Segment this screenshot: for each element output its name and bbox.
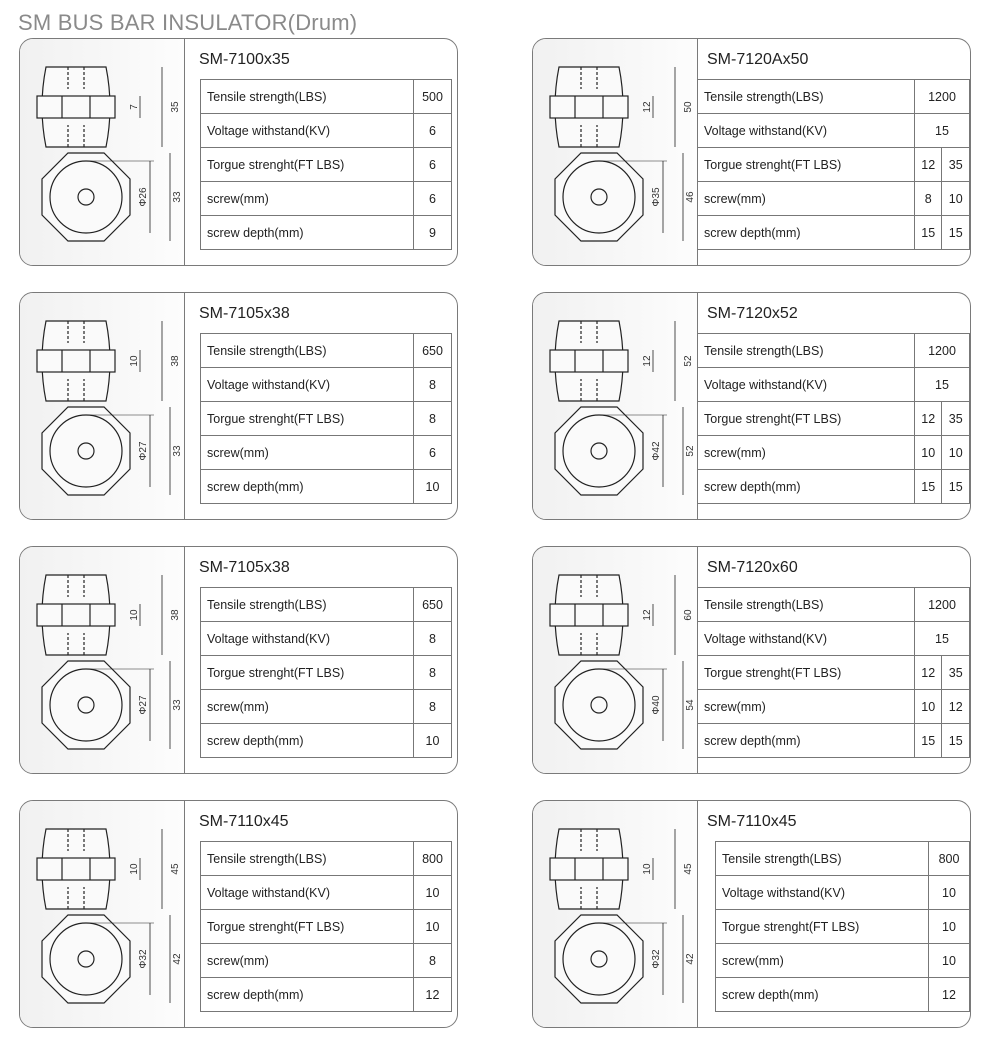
- top-view-body: [563, 415, 635, 487]
- table-row: [201, 910, 452, 944]
- spec-label: screw(mm): [201, 690, 414, 724]
- spec-value: 10: [929, 910, 970, 944]
- table-row: [698, 114, 970, 148]
- divider: [697, 801, 698, 1027]
- page-title: SM BUS BAR INSULATOR(Drum): [18, 10, 358, 35]
- top-view-body: [563, 923, 635, 995]
- diameter-dim-label: Φ42: [651, 441, 662, 461]
- spec-value: 12: [915, 656, 942, 690]
- height-dim-label: 38: [170, 609, 181, 621]
- band-dim-label: 10: [642, 863, 653, 875]
- width-dim-label: 42: [172, 953, 183, 965]
- product-card: [19, 800, 458, 1028]
- width-dim-label: 42: [685, 953, 696, 965]
- top-view-body: [563, 669, 635, 741]
- diagram-svg: [20, 39, 184, 265]
- diameter-dim-label: Φ27: [138, 695, 149, 715]
- top-view-body: [50, 161, 122, 233]
- spec-value: 10: [942, 436, 970, 470]
- divider: [184, 39, 185, 265]
- model-number: SM-7110x45: [707, 813, 797, 830]
- spec-label: Tensile strength(LBS): [716, 842, 929, 876]
- diagram-svg: [533, 293, 697, 519]
- spec-value: 8: [414, 622, 452, 656]
- insulator-drawing: [37, 321, 170, 495]
- spec-value: 35: [942, 402, 970, 436]
- band-dim-label: 10: [129, 863, 140, 875]
- spec-value: 15: [915, 216, 942, 250]
- table-row: [201, 978, 452, 1012]
- model-number: SM-7120x52: [707, 305, 798, 322]
- table-row: [201, 368, 452, 402]
- spec-value: 1200: [915, 588, 970, 622]
- spec-value: 35: [942, 656, 970, 690]
- divider: [184, 801, 185, 1027]
- spec-label: Tensile strength(LBS): [201, 334, 414, 368]
- model-number: SM-7105x38: [199, 559, 290, 576]
- spec-label: Torgue strenght(FT LBS): [201, 910, 414, 944]
- insulator-drawing: [37, 67, 170, 241]
- spec-value: 12: [414, 978, 452, 1012]
- dimension-diagram: [533, 293, 697, 519]
- diameter-dim-label: Φ32: [651, 949, 662, 969]
- height-dim-label: 50: [683, 101, 694, 113]
- hex-band: [37, 96, 115, 118]
- spec-table: [200, 841, 452, 1012]
- spec-value: 800: [929, 842, 970, 876]
- table-row: [698, 182, 970, 216]
- width-dim-label: 54: [685, 699, 696, 711]
- diameter-dim-label: Φ27: [138, 441, 149, 461]
- spec-label: Voltage withstand(KV): [698, 114, 915, 148]
- spec-table: [715, 841, 970, 1012]
- height-dim-label: 38: [170, 355, 181, 367]
- divider: [184, 547, 185, 773]
- spec-value: 10: [929, 944, 970, 978]
- spec-label: Voltage withstand(KV): [698, 368, 915, 402]
- spec-table: [697, 79, 970, 250]
- spec-value: 10: [915, 690, 942, 724]
- model-number: SM-7100x35: [199, 51, 290, 68]
- top-view-body: [50, 669, 122, 741]
- spec-value: 8: [915, 182, 942, 216]
- table-row: [716, 978, 970, 1012]
- diagram-svg: [20, 293, 184, 519]
- spec-value: 6: [414, 182, 452, 216]
- spec-value: 500: [414, 80, 452, 114]
- spec-value: 9: [414, 216, 452, 250]
- top-view-body: [50, 415, 122, 487]
- diagram-svg: [20, 801, 184, 1027]
- band-dim-label: 10: [129, 609, 140, 621]
- spec-label: Torgue strenght(FT LBS): [201, 656, 414, 690]
- spec-label: screw depth(mm): [698, 724, 915, 758]
- spec-value: 15: [942, 470, 970, 504]
- table-row: [698, 368, 970, 402]
- spec-label: Voltage withstand(KV): [698, 622, 915, 656]
- table-row: [698, 80, 970, 114]
- table-row: [698, 148, 970, 182]
- spec-label: Voltage withstand(KV): [716, 876, 929, 910]
- spec-value: 10: [414, 876, 452, 910]
- spec-label: screw(mm): [698, 436, 915, 470]
- band-dim-label: 12: [642, 101, 653, 113]
- spec-value: 10: [414, 910, 452, 944]
- width-dim-label: 52: [685, 445, 696, 457]
- spec-label: screw(mm): [698, 182, 915, 216]
- table-row: [201, 80, 452, 114]
- spec-label: Tensile strength(LBS): [698, 588, 915, 622]
- product-card: [532, 38, 971, 266]
- table-row: [201, 944, 452, 978]
- spec-label: screw(mm): [201, 436, 414, 470]
- table-row: [698, 724, 970, 758]
- spec-label: screw depth(mm): [716, 978, 929, 1012]
- dimension-diagram: [533, 801, 697, 1027]
- dimension-diagram: [20, 547, 184, 773]
- table-row: [698, 470, 970, 504]
- spec-value: 12: [929, 978, 970, 1012]
- table-row: [716, 876, 970, 910]
- table-row: [201, 334, 452, 368]
- dimension-diagram: [533, 547, 697, 773]
- spec-table: [697, 587, 970, 758]
- table-row: [698, 402, 970, 436]
- spec-value: 650: [414, 334, 452, 368]
- insulator-drawing: [550, 321, 683, 495]
- product-card: [532, 800, 971, 1028]
- table-row: [201, 656, 452, 690]
- divider: [184, 293, 185, 519]
- table-row: [201, 436, 452, 470]
- spec-value: 1200: [915, 80, 970, 114]
- table-row: [201, 724, 452, 758]
- spec-value: 8: [414, 944, 452, 978]
- table-row: [201, 402, 452, 436]
- spec-value: 6: [414, 148, 452, 182]
- table-row: [201, 622, 452, 656]
- spec-label: Torgue strenght(FT LBS): [698, 656, 915, 690]
- spec-value: 650: [414, 588, 452, 622]
- table-row: [201, 470, 452, 504]
- spec-label: screw depth(mm): [201, 978, 414, 1012]
- spec-label: Torgue strenght(FT LBS): [201, 402, 414, 436]
- insulator-drawing: [550, 829, 683, 1003]
- table-row: [716, 944, 970, 978]
- product-card: [19, 38, 458, 266]
- width-dim-label: 33: [172, 191, 183, 203]
- top-view-body: [563, 161, 635, 233]
- insulator-drawing: [37, 575, 170, 749]
- insulator-drawing: [550, 67, 683, 241]
- table-row: [201, 876, 452, 910]
- width-dim-label: 33: [172, 445, 183, 457]
- band-dim-label: 12: [642, 609, 653, 621]
- product-card: [532, 292, 971, 520]
- spec-table: [697, 333, 970, 504]
- spec-value: 6: [414, 114, 452, 148]
- dimension-diagram: [20, 801, 184, 1027]
- spec-label: Tensile strength(LBS): [201, 80, 414, 114]
- height-dim-label: 35: [170, 101, 181, 113]
- spec-value: 15: [915, 724, 942, 758]
- dimension-diagram: [20, 293, 184, 519]
- hex-band: [550, 96, 628, 118]
- spec-value: 8: [414, 690, 452, 724]
- table-row: [716, 910, 970, 944]
- height-dim-label: 60: [683, 609, 694, 621]
- diameter-dim-label: Φ35: [651, 187, 662, 207]
- spec-table: [200, 587, 452, 758]
- spec-value: 15: [915, 368, 970, 402]
- spec-value: 15: [942, 724, 970, 758]
- band-dim-label: 10: [129, 355, 140, 367]
- spec-value: 12: [915, 148, 942, 182]
- spec-value: 15: [915, 622, 970, 656]
- spec-value: 8: [414, 368, 452, 402]
- spec-label: Tensile strength(LBS): [201, 842, 414, 876]
- spec-value: 6: [414, 436, 452, 470]
- hex-band: [37, 350, 115, 372]
- height-dim-label: 45: [683, 863, 694, 875]
- table-row: [698, 690, 970, 724]
- spec-label: screw(mm): [698, 690, 915, 724]
- band-dim-label: 7: [129, 104, 140, 110]
- spec-label: screw depth(mm): [201, 216, 414, 250]
- spec-value: 10: [414, 724, 452, 758]
- height-dim-label: 45: [170, 863, 181, 875]
- spec-label: screw depth(mm): [201, 724, 414, 758]
- spec-label: Torgue strenght(FT LBS): [201, 148, 414, 182]
- insulator-drawing: [37, 829, 170, 1003]
- spec-label: screw depth(mm): [201, 470, 414, 504]
- spec-value: 35: [942, 148, 970, 182]
- diameter-dim-label: Φ26: [138, 187, 149, 207]
- spec-value: 10: [414, 470, 452, 504]
- height-dim-label: 52: [683, 355, 694, 367]
- table-row: [201, 182, 452, 216]
- spec-label: Voltage withstand(KV): [201, 368, 414, 402]
- insulator-drawing: [550, 575, 683, 749]
- model-number: SM-7120Ax50: [707, 51, 809, 68]
- spec-value: 15: [942, 216, 970, 250]
- model-number: SM-7110x45: [199, 813, 289, 830]
- hex-band: [550, 858, 628, 880]
- diagram-svg: [533, 39, 697, 265]
- table-row: [698, 656, 970, 690]
- diameter-dim-label: Φ32: [138, 949, 149, 969]
- hex-band: [550, 604, 628, 626]
- spec-table: [200, 79, 452, 250]
- dimension-diagram: [20, 39, 184, 265]
- spec-value: 800: [414, 842, 452, 876]
- spec-value: 8: [414, 656, 452, 690]
- diagram-svg: [533, 547, 697, 773]
- table-row: [698, 216, 970, 250]
- table-row: [201, 588, 452, 622]
- spec-value: 15: [915, 470, 942, 504]
- spec-value: 1200: [915, 334, 970, 368]
- table-row: [716, 842, 970, 876]
- model-number: SM-7105x38: [199, 305, 290, 322]
- product-card: [19, 546, 458, 774]
- table-row: [201, 216, 452, 250]
- diagram-svg: [533, 801, 697, 1027]
- hex-band: [37, 604, 115, 626]
- spec-value: 8: [414, 402, 452, 436]
- table-row: [201, 114, 452, 148]
- spec-label: Torgue strenght(FT LBS): [698, 148, 915, 182]
- table-row: [698, 622, 970, 656]
- width-dim-label: 46: [685, 191, 696, 203]
- spec-label: Tensile strength(LBS): [698, 334, 915, 368]
- diameter-dim-label: Φ40: [651, 695, 662, 715]
- spec-label: Torgue strenght(FT LBS): [716, 910, 929, 944]
- spec-value: 12: [942, 690, 970, 724]
- spec-value: 12: [915, 402, 942, 436]
- table-row: [698, 588, 970, 622]
- hex-band: [550, 350, 628, 372]
- spec-label: Tensile strength(LBS): [698, 80, 915, 114]
- spec-value: 10: [929, 876, 970, 910]
- spec-label: Voltage withstand(KV): [201, 114, 414, 148]
- table-row: [698, 334, 970, 368]
- spec-label: Voltage withstand(KV): [201, 876, 414, 910]
- spec-label: screw(mm): [201, 944, 414, 978]
- spec-label: Torgue strenght(FT LBS): [698, 402, 915, 436]
- product-card: [19, 292, 458, 520]
- table-row: [201, 148, 452, 182]
- diagram-svg: [20, 547, 184, 773]
- spec-label: screw depth(mm): [698, 470, 915, 504]
- product-card: [532, 546, 971, 774]
- table-row: [201, 690, 452, 724]
- table-row: [698, 436, 970, 470]
- spec-label: screw(mm): [201, 182, 414, 216]
- spec-label: Voltage withstand(KV): [201, 622, 414, 656]
- band-dim-label: 12: [642, 355, 653, 367]
- spec-value: 10: [942, 182, 970, 216]
- dimension-diagram: [533, 39, 697, 265]
- hex-band: [37, 858, 115, 880]
- spec-value: 15: [915, 114, 970, 148]
- spec-label: screw depth(mm): [698, 216, 915, 250]
- spec-label: screw(mm): [716, 944, 929, 978]
- top-view-body: [50, 923, 122, 995]
- table-row: [201, 842, 452, 876]
- spec-table: [200, 333, 452, 504]
- model-number: SM-7120x60: [707, 559, 798, 576]
- width-dim-label: 33: [172, 699, 183, 711]
- spec-value: 10: [915, 436, 942, 470]
- spec-label: Tensile strength(LBS): [201, 588, 414, 622]
